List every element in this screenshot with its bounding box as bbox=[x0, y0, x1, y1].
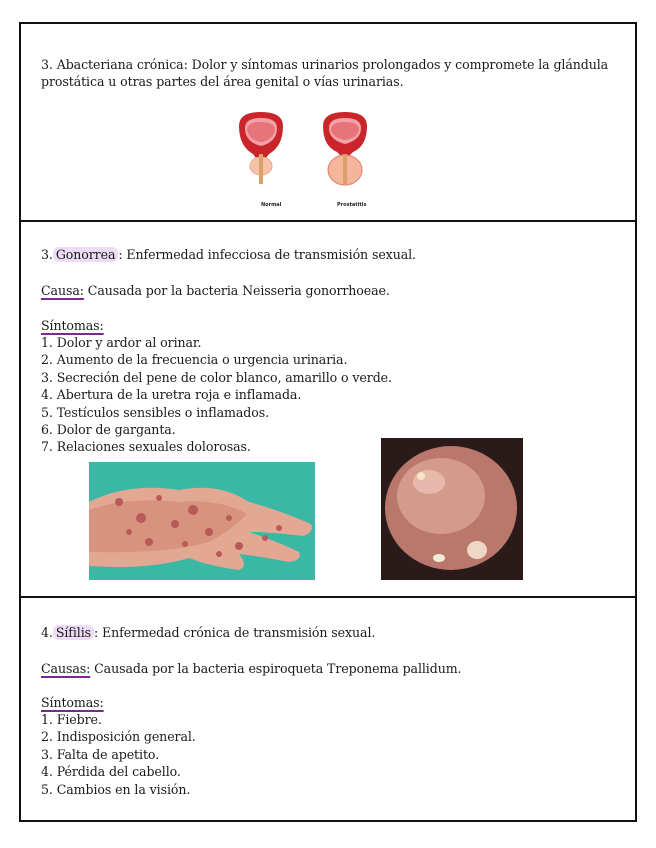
list-item: 2. Indisposición general. bbox=[41, 729, 196, 745]
list-item: 1. Dolor y ardor al orinar. bbox=[41, 335, 202, 350]
caption-prostatitis: Prostatitis bbox=[337, 202, 367, 208]
gonorrea-heading bbox=[41, 246, 621, 263]
document-page bbox=[19, 22, 637, 822]
list-item: 5. Testículos sensibles o inflamados. bbox=[41, 404, 269, 420]
symptoms-label: Síntomas: bbox=[41, 318, 104, 333]
section-sifilis bbox=[19, 596, 637, 822]
list-item: 1. Fiebre. bbox=[41, 712, 102, 727]
cause-label: Causas: bbox=[41, 661, 91, 676]
section-abacteriana bbox=[19, 22, 637, 224]
caption-normal: Normal bbox=[261, 202, 282, 208]
cause-label: Causa: bbox=[41, 283, 84, 298]
gonorrea-cause bbox=[41, 282, 621, 299]
section-number: 3. bbox=[41, 247, 53, 262]
sifilis-title: Sífilis bbox=[53, 625, 94, 640]
sifilis-heading bbox=[41, 624, 621, 641]
symptoms-label: Síntomas: bbox=[41, 695, 104, 710]
list-item: 6. Dolor de garganta. bbox=[41, 422, 176, 438]
list-item: 2. Aumento de la frecuencia o urgencia urinaria. bbox=[41, 352, 348, 368]
list-item: 3. Secreción del pene de color blanco, amarillo o verde. bbox=[41, 369, 392, 385]
list-item: 7. Relaciones sexuales dolorosas. bbox=[41, 439, 251, 455]
cause-text: Causada por la bacteria Neisseria gonorrhoeae. bbox=[83, 283, 390, 298]
list-item: 5. Cambios en la visión. bbox=[41, 781, 191, 797]
prostate-normal-illustration bbox=[239, 112, 283, 184]
sifilis-definition: : Enfermedad crónica de transmisión sexual. bbox=[94, 625, 376, 640]
gonorrea-definition: : Enfermedad infecciosa de transmisión sexual. bbox=[118, 247, 416, 262]
prostate-diagram bbox=[233, 106, 393, 216]
list-item: 3. Falta de apetito. bbox=[41, 746, 160, 762]
gonorrhea-clinical-photo bbox=[381, 438, 523, 580]
gonorrea-symptoms-heading bbox=[41, 317, 621, 334]
hand-rash-photo bbox=[89, 462, 315, 580]
sifilis-symptoms-heading bbox=[41, 694, 621, 711]
gonorrea-title: Gonorrea bbox=[53, 247, 119, 262]
cause-text: Causada por la bacteria espiroqueta Treponema pallidum. bbox=[90, 661, 462, 676]
section-gonorrea bbox=[19, 220, 637, 598]
list-item: 4. Abertura de la uretra roja e inflamada. bbox=[41, 387, 302, 403]
list-item: 4. Pérdida del cabello. bbox=[41, 764, 181, 780]
sifilis-symptom-list bbox=[41, 711, 196, 798]
gonorrea-symptom-list bbox=[41, 334, 392, 456]
section-number: 4. bbox=[41, 625, 53, 640]
sifilis-cause bbox=[41, 660, 621, 677]
abacteriana-text: 3. Abacteriana crónica: Dolor y síntomas urinarios prolongados y compromete la glándula prostática u otras partes del área genital o vías urinarias. bbox=[41, 57, 609, 90]
prostate-prostatitis-illustration bbox=[323, 112, 367, 185]
